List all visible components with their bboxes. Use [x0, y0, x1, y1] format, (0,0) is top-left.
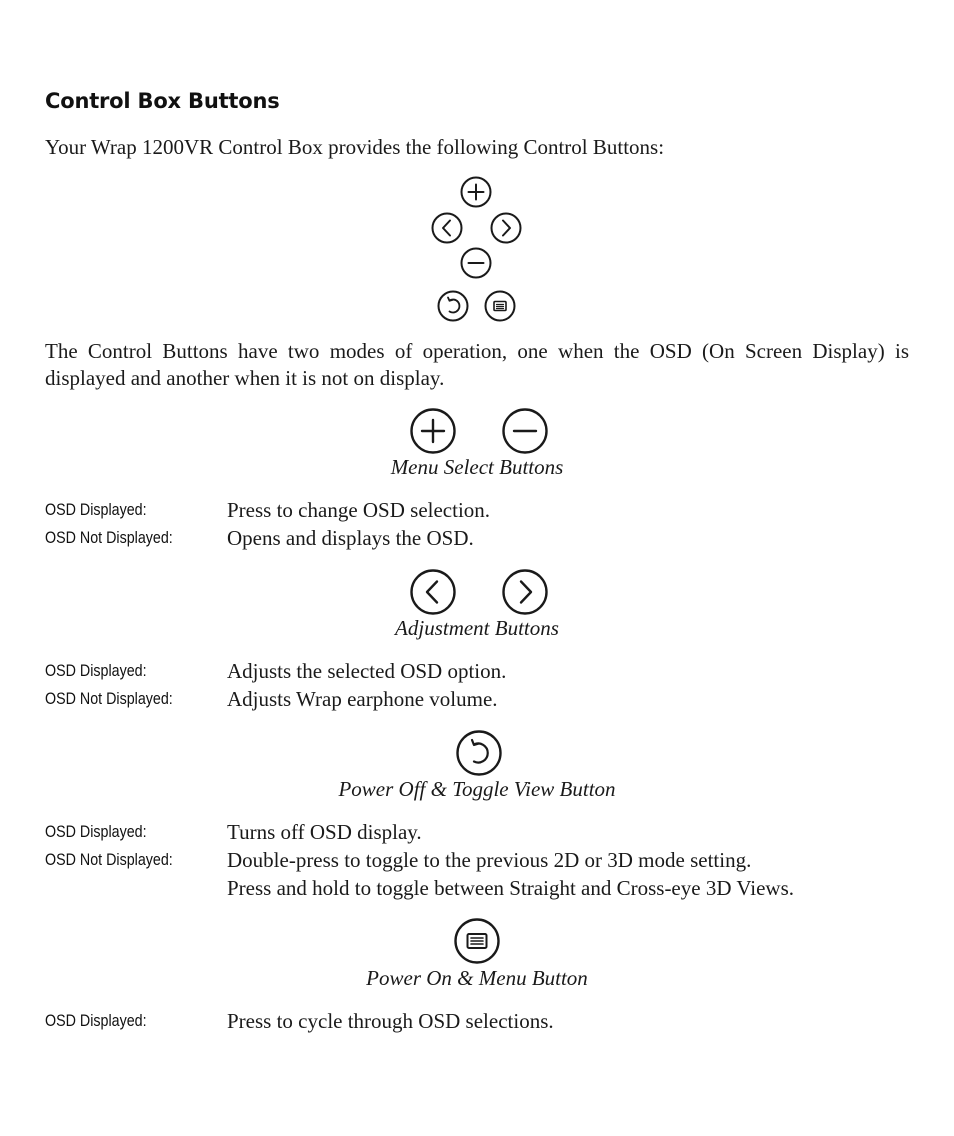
power-off-hold-text: Press and hold to toggle between Straight and Cross-eye 3D Views.: [227, 876, 795, 900]
menu-icon: [484, 290, 516, 322]
power-off-caption: Power Off & Toggle View Button: [338, 777, 616, 801]
minus-icon: [502, 408, 548, 454]
page-title: Control Box Buttons: [45, 89, 280, 113]
plus-icon: [410, 408, 456, 454]
adjustment-osd-not-displayed-text: Adjusts Wrap earphone volume.: [227, 687, 498, 711]
minus-icon: [460, 247, 492, 279]
right-arrow-icon: [502, 569, 548, 615]
power-on-caption: Power On & Menu Button: [366, 966, 588, 990]
right-arrow-icon: [490, 212, 522, 244]
left-arrow-icon: [410, 569, 456, 615]
osd-not-displayed-label: OSD Not Displayed:: [45, 528, 173, 547]
power-on-osd-displayed-text: Press to cycle through OSD selections.: [227, 1009, 554, 1033]
power-toggle-icon: [437, 290, 469, 322]
osd-displayed-label: OSD Displayed:: [45, 661, 147, 680]
menu-select-osd-displayed-text: Press to change OSD selection.: [227, 498, 491, 522]
osd-displayed-label: OSD Displayed:: [45, 1011, 147, 1030]
osd-displayed-label: OSD Displayed:: [45, 500, 147, 519]
menu-icon: [454, 918, 500, 964]
menu-select-caption: Menu Select Buttons: [390, 455, 564, 479]
intro-text: Your Wrap 1200VR Control Box provides the following Control Buttons:: [45, 135, 665, 159]
osd-displayed-label: OSD Displayed:: [45, 822, 147, 841]
plus-icon: [460, 176, 492, 208]
power-off-osd-not-displayed-text: Double-press to toggle to the previous 2D or 3D mode setting.: [227, 848, 752, 872]
menu-select-osd-not-displayed-text: Opens and displays the OSD.: [227, 526, 474, 550]
power-toggle-icon: [456, 730, 502, 776]
osd-not-displayed-label: OSD Not Displayed:: [45, 850, 173, 869]
left-arrow-icon: [431, 212, 463, 244]
osd-not-displayed-label: OSD Not Displayed:: [45, 689, 173, 708]
modes-paragraph: The Control Buttons have two modes of operation, one when the OSD (On Screen Display) is displayed and another when it is not on display.: [45, 339, 909, 390]
adjustment-caption: Adjustment Buttons: [395, 616, 559, 640]
power-off-osd-displayed-text: Turns off OSD display.: [227, 820, 422, 844]
adjustment-osd-displayed-text: Adjusts the selected OSD option.: [227, 659, 507, 683]
